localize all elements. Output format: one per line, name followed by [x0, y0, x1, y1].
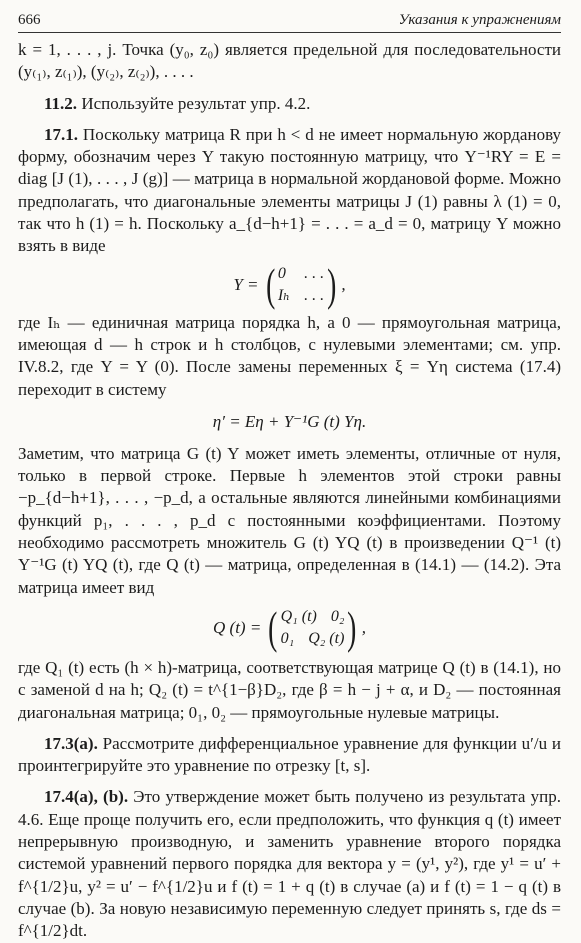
paragraph-continuation: k = 1, . . . , j. Точка (y₀, z₀) является предельной для последовательности (y₍₁₎, z₍₁₎), (y₍₂₎, z₍₂₎), . . . . — [18, 40, 561, 82]
formula-y-matrix — [18, 258, 561, 312]
matrix-y: ( 0 . . . Iₕ . . . ) — [265, 258, 337, 310]
matrix-cell: . . . — [304, 286, 325, 304]
paragraph: Заметим, что матрица G (t) Y может иметь элементы, отличные от нуля, только в первой строке. Первые h элементов этой строки равны −p_{d−h+1}, . . . , −p_d, а остальные являются линейными комбинациями функций p₁, . . . , p_d с постоянными коэффициентами. Поэтому необходимо рассмотреть множитель G (t) YQ (t) в произведении Q⁻¹ (t) Y⁻¹G (t) YQ (t), где Q (t) — матрица, определенная в (14.1) — (14.2). Эта матрица имеет вид — [18, 443, 561, 597]
section-text: Это утверждение может быть получено из результата упр. 4.6. Еще проще получить его, если предположить, что функция q (t) имеет непрерывную производную, и заменить уравнение второго порядка системой уравнений первого порядка для вектора y = (y¹, y²), где y¹ = u′ + f^{1/2}u, y² = u′ − f^{1/2}u и f (t) = 1 + q (t) в случае (a) и f (t) = 1 − q (t) в случае (b). За новую независимую переменную следует принять s, где ds = f^{1/2}dt. — [18, 787, 561, 941]
section-11-2 — [18, 93, 561, 115]
matrix-q: ( Q₁ (t) 0₂ 0₁ Q₂ (t) ) — [268, 601, 357, 653]
formula-punct: , — [341, 274, 346, 294]
matrix-cell: Iₕ — [277, 286, 291, 304]
section-17-1 — [18, 124, 561, 258]
matrix-cell: 0₂ — [330, 607, 345, 625]
section-17-4ab — [18, 786, 561, 942]
section-text: Используйте результат упр. 4.2. — [81, 93, 311, 113]
matrix-cell: Q₂ (t) — [308, 629, 345, 647]
section-heading: 17.3(a). — [44, 733, 98, 753]
running-header — [18, 12, 561, 33]
paragraph: где Iₕ — единичная матрица порядка h, а 0 — прямоугольная матрица, имеющая d — h строк и h столбцов, с нулевыми элементами; см. упр. IV.8.2, где Y = Y (0). После замены переменных ξ = Yη система (17.4) переходит в систему — [18, 312, 561, 399]
formula-q-matrix — [18, 599, 561, 657]
section-heading: 11.2. — [44, 93, 78, 113]
formula-system: η′ = Eη + Y⁻¹G (t) Yη. — [212, 411, 367, 431]
section-text: Поскольку матрица R при h < d не имеет нормальную жорданову форму, обозначим через Y такую постоянную матрицу, что Y⁻¹RY = E = diag [J (1), . . . , J (g)] — матрица в нормальной жордановой форме. Можно предполагать, что диагональные элементы матрицы J (1) равны λ (1) = 0, так что h (1) = h. Поскольку a_{d−h+1} = . . . = a_d = 0, матрицу Y можно взять в виде — [18, 124, 562, 256]
section-heading: 17.1. — [44, 124, 78, 144]
formula-lhs: Q (t) = — [213, 617, 262, 637]
matrix-cell: 0₁ — [280, 629, 295, 647]
formula-lhs: Y = — [233, 274, 259, 294]
section-text: Рассмотрите дифференциальное уравнение для функции u′/u и проинтегрируйте это уравнение по отрезку [t, s]. — [18, 733, 561, 776]
matrix-cell: . . . — [304, 264, 325, 282]
page-number: 666 — [18, 12, 41, 28]
section-17-3a — [18, 733, 561, 778]
formula-punct: , — [361, 617, 366, 637]
running-title: Указания к упражнениям — [398, 12, 561, 28]
section-heading: 17.4(a), (b). — [44, 787, 129, 807]
paragraph: где Q₁ (t) есть (h × h)-матрица, соответствующая матрице Q (t) в (14.1), но с заменой d на h; Q₂ (t) = t^{1−β}D₂, где β = h − j + α, и D₂ — постоянная диагональная матрица; 0₁, 0₂ — прямоугольные нулевые матрицы. — [18, 657, 561, 722]
matrix-cell: 0 — [277, 264, 286, 282]
matrix-cell: Q₁ (t) — [280, 607, 317, 625]
